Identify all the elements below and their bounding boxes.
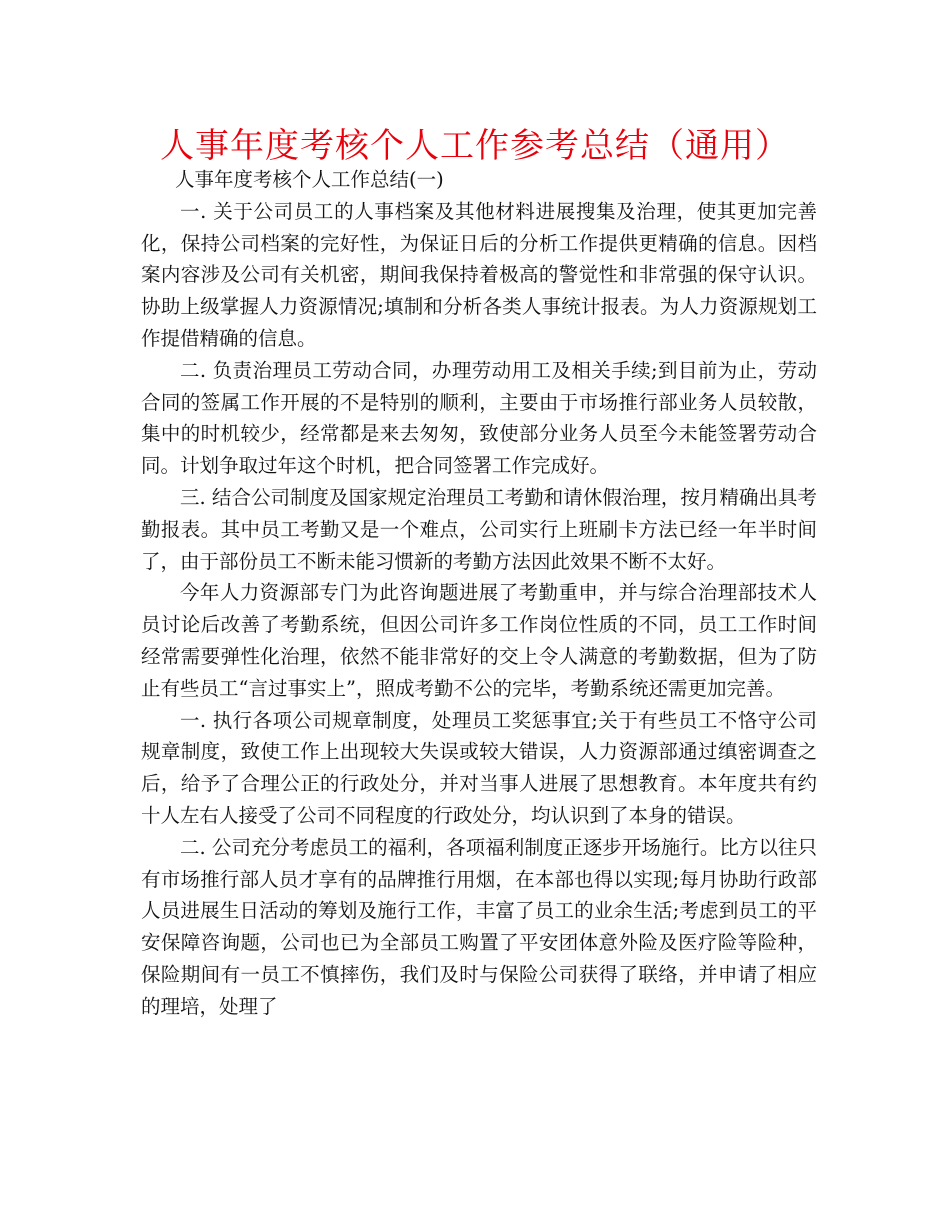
paragraph: 二. 负责治理员工劳动合同，办理劳动用工及相关手续;到目前为止，劳动合同的签属工作开展的不是特别的顺利，主要由于市场推行部业务人员较散，集中的时机较少，经常都是来去匆匆，致使部分业务人员至今未能签署劳动合同。计划争取过年这个时机，把合同签署工作完成好。 (141, 358, 817, 478)
paragraph: 今年人力资源部专门为此咨询题进展了考勤重申，并与综合治理部技术人员讨论后改善了考勤系统，但因公司许多工作岗位性质的不同，员工工作时间经常需要弹性化治理，依然不能非常好的交上令人满意的考勤数据，但为了防止有些员工“言过事实上”，照成考勤不公的完毕，考勤系统还需更加完善。 (141, 581, 817, 700)
paragraph: 三. 结合公司制度及国家规定治理员工考勤和请休假治理，按月精确出具考勤报表。其中员工考勤又是一个难点，公司实行上班刷卡方法已经一年半时间了，由于部份员工不断未能习惯新的考勤方法因此效果不断不太好。 (141, 485, 817, 573)
paragraph: 一. 执行各项公司规章制度，处理员工奖惩事宜;关于有些员工不恪守公司规章制度，致使工作上出现较大失误或较大错误，人力资源部通过缜密调查之后，给予了合理公正的行政处分，并对当事人进展了思想教育。本年度共有约十人左右人接受了公司不同程度的行政处分，均认识到了本身的错误。 (141, 708, 817, 827)
paragraph: 一. 关于公司员工的人事档案及其他材料进展搜集及治理，使其更加完善化，保持公司档案的完好性，为保证日后的分析工作提供更精确的信息。因档案内容涉及公司有关机密，期间我保持着极高的警觉性和非常强的保守认识。协助上级掌握人力资源情况;填制和分析各类人事统计报表。为人力资源规划工作提借精确的信息。 (141, 199, 817, 350)
document-body (141, 164, 817, 1023)
document-title: 人事年度考核个人工作参考总结（通用） (160, 126, 790, 166)
section-subtitle: 人事年度考核个人工作总结(一) (175, 168, 444, 191)
paragraph: 二. 公司充分考虑员工的福利，各项福利制度正逐步开场施行。比方以往只有市场推行部人员才享有的品牌推行用烟，在本部也得以实现;每月协助行政部人员进展生日活动的筹划及施行工作，丰富了员工的业余生活;考虑到员工的平安保障咨询题，公司也已为全部员工购置了平安团体意外险及医疗险等险种，保险期间有一员工不慎摔伤，我们及时与保险公司获得了联络，并申请了相应的理培，处理了 (141, 835, 817, 1018)
